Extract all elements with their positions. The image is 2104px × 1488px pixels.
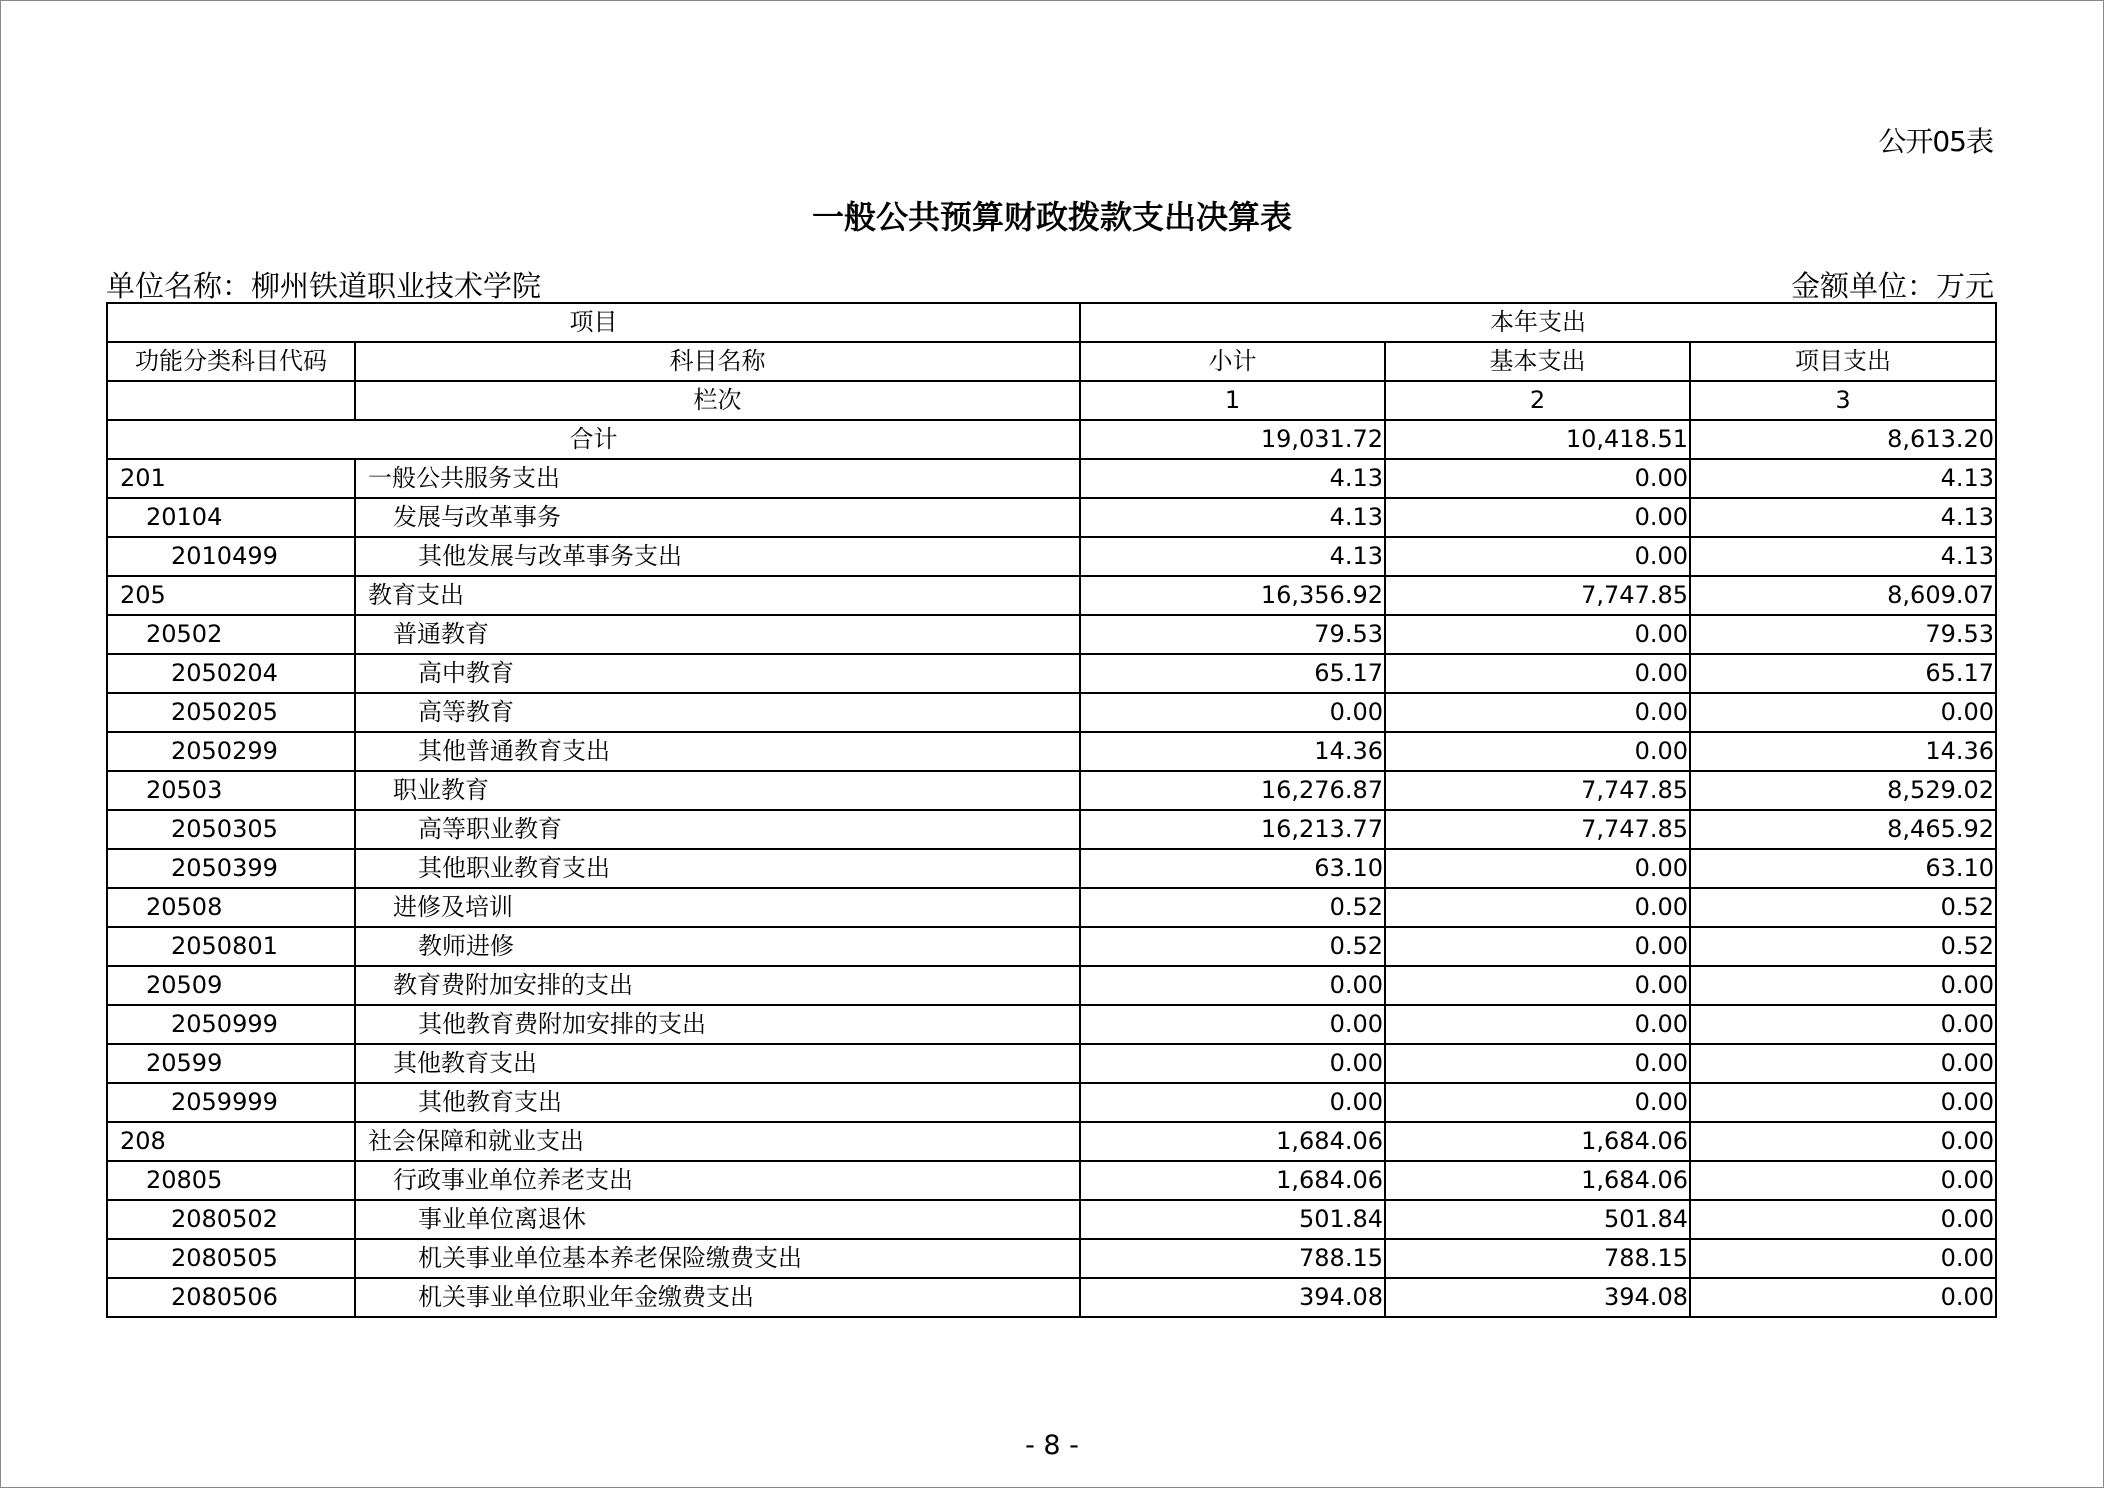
total-project: 8,613.20 — [1690, 420, 1996, 459]
header-item: 项目 — [107, 303, 1080, 342]
table-row — [107, 1239, 1996, 1278]
basic-expense-cell: 788.15 — [1385, 1239, 1690, 1278]
subtotal-cell: 0.00 — [1080, 1044, 1385, 1083]
func-code-cell: 2010499 — [107, 537, 355, 576]
subtotal-cell: 65.17 — [1080, 654, 1385, 693]
subject-name-cell: 进修及培训 — [355, 888, 1080, 927]
project-expense-cell: 63.10 — [1690, 849, 1996, 888]
subtotal-cell: 1,684.06 — [1080, 1122, 1385, 1161]
project-expense-cell: 8,529.02 — [1690, 771, 1996, 810]
table-row — [107, 1161, 1996, 1200]
func-code-cell: 2050205 — [107, 693, 355, 732]
subtotal-cell: 0.00 — [1080, 693, 1385, 732]
subtotal-cell: 16,356.92 — [1080, 576, 1385, 615]
basic-expense-cell: 0.00 — [1385, 615, 1690, 654]
basic-expense-cell: 1,684.06 — [1385, 1122, 1690, 1161]
subject-name-cell: 教育支出 — [355, 576, 1080, 615]
subtotal-cell: 0.00 — [1080, 966, 1385, 1005]
func-code-cell: 2050204 — [107, 654, 355, 693]
table-row — [107, 810, 1996, 849]
project-expense-cell: 0.00 — [1690, 1239, 1996, 1278]
header-col-3: 3 — [1690, 381, 1996, 420]
project-expense-cell: 0.00 — [1690, 966, 1996, 1005]
subject-name-cell: 教师进修 — [355, 927, 1080, 966]
total-basic: 10,418.51 — [1385, 420, 1690, 459]
basic-expense-cell: 1,684.06 — [1385, 1161, 1690, 1200]
func-code-cell: 2059999 — [107, 1083, 355, 1122]
project-expense-cell: 8,465.92 — [1690, 810, 1996, 849]
expense-table — [106, 302, 1997, 1318]
total-label: 合计 — [107, 420, 1080, 459]
table-row — [107, 1083, 1996, 1122]
subject-name-cell: 其他教育支出 — [355, 1044, 1080, 1083]
table-row — [107, 654, 1996, 693]
subject-name-cell: 一般公共服务支出 — [355, 459, 1080, 498]
header-basic-expense: 基本支出 — [1385, 342, 1690, 381]
subtotal-cell: 14.36 — [1080, 732, 1385, 771]
subject-name-cell: 事业单位离退休 — [355, 1200, 1080, 1239]
func-code-cell: 20104 — [107, 498, 355, 537]
func-code-cell: 205 — [107, 576, 355, 615]
project-expense-cell: 4.13 — [1690, 498, 1996, 537]
basic-expense-cell: 501.84 — [1385, 1200, 1690, 1239]
func-code-cell: 2050299 — [107, 732, 355, 771]
basic-expense-cell: 0.00 — [1385, 1083, 1690, 1122]
basic-expense-cell: 0.00 — [1385, 966, 1690, 1005]
subtotal-cell: 79.53 — [1080, 615, 1385, 654]
header-current-year-expense: 本年支出 — [1080, 303, 1996, 342]
subject-name-cell: 高中教育 — [355, 654, 1080, 693]
subject-name-cell: 机关事业单位基本养老保险缴费支出 — [355, 1239, 1080, 1278]
subject-name-cell: 其他发展与改革事务支出 — [355, 537, 1080, 576]
project-expense-cell: 0.52 — [1690, 888, 1996, 927]
basic-expense-cell: 0.00 — [1385, 459, 1690, 498]
subtotal-cell: 788.15 — [1080, 1239, 1385, 1278]
table-row — [107, 537, 1996, 576]
func-code-cell: 20502 — [107, 615, 355, 654]
table-row — [107, 927, 1996, 966]
func-code-cell: 2080505 — [107, 1239, 355, 1278]
project-expense-cell: 0.00 — [1690, 693, 1996, 732]
func-code-cell: 2050399 — [107, 849, 355, 888]
project-expense-cell: 0.00 — [1690, 1044, 1996, 1083]
project-expense-cell: 4.13 — [1690, 537, 1996, 576]
subtotal-cell: 501.84 — [1080, 1200, 1385, 1239]
page-title: 一般公共预算财政拨款支出决算表 — [811, 198, 1292, 236]
subject-name-cell: 发展与改革事务 — [355, 498, 1080, 537]
header-row-2 — [107, 342, 1996, 381]
basic-expense-cell: 0.00 — [1385, 1044, 1690, 1083]
func-code-cell: 20503 — [107, 771, 355, 810]
subject-name-cell: 其他教育支出 — [355, 1083, 1080, 1122]
table-row — [107, 732, 1996, 771]
func-code-cell: 2080506 — [107, 1278, 355, 1317]
basic-expense-cell: 7,747.85 — [1385, 771, 1690, 810]
table-row — [107, 1278, 1996, 1317]
subtotal-cell: 0.00 — [1080, 1005, 1385, 1044]
func-code-cell: 2050801 — [107, 927, 355, 966]
table-row — [107, 1005, 1996, 1044]
func-code-cell: 20599 — [107, 1044, 355, 1083]
header-func-code: 功能分类科目代码 — [107, 342, 355, 381]
table-row — [107, 849, 1996, 888]
project-expense-cell: 0.00 — [1690, 1278, 1996, 1317]
header-col-1: 1 — [1080, 381, 1385, 420]
basic-expense-cell: 0.00 — [1385, 927, 1690, 966]
subject-name-cell: 其他职业教育支出 — [355, 849, 1080, 888]
table-row — [107, 1200, 1996, 1239]
project-expense-cell: 79.53 — [1690, 615, 1996, 654]
subtotal-cell: 4.13 — [1080, 498, 1385, 537]
func-code-cell: 2050999 — [107, 1005, 355, 1044]
project-expense-cell: 14.36 — [1690, 732, 1996, 771]
func-code-cell: 20509 — [107, 966, 355, 1005]
table-row — [107, 888, 1996, 927]
basic-expense-cell: 7,747.85 — [1385, 810, 1690, 849]
subject-name-cell: 职业教育 — [355, 771, 1080, 810]
unit-name: 单位名称：柳州铁道职业技术学院 — [106, 269, 542, 303]
basic-expense-cell: 0.00 — [1385, 888, 1690, 927]
subtotal-cell: 4.13 — [1080, 459, 1385, 498]
project-expense-cell: 0.00 — [1690, 1161, 1996, 1200]
project-expense-cell: 0.00 — [1690, 1083, 1996, 1122]
header-subject-name: 科目名称 — [355, 342, 1080, 381]
func-code-cell: 2080502 — [107, 1200, 355, 1239]
subtotal-cell: 63.10 — [1080, 849, 1385, 888]
project-expense-cell: 0.00 — [1690, 1005, 1996, 1044]
table-row — [107, 693, 1996, 732]
basic-expense-cell: 0.00 — [1385, 1005, 1690, 1044]
header-row-1 — [107, 303, 1996, 342]
subtotal-cell: 4.13 — [1080, 537, 1385, 576]
subtotal-cell: 0.00 — [1080, 1083, 1385, 1122]
table-row — [107, 576, 1996, 615]
subject-name-cell: 社会保障和就业支出 — [355, 1122, 1080, 1161]
subtotal-cell: 0.52 — [1080, 927, 1385, 966]
func-code-cell: 201 — [107, 459, 355, 498]
table-row — [107, 1044, 1996, 1083]
subtotal-cell: 394.08 — [1080, 1278, 1385, 1317]
header-row-3 — [107, 381, 1996, 420]
func-code-cell: 20508 — [107, 888, 355, 927]
subject-name-cell: 高等教育 — [355, 693, 1080, 732]
basic-expense-cell: 394.08 — [1385, 1278, 1690, 1317]
basic-expense-cell: 0.00 — [1385, 849, 1690, 888]
table-row — [107, 966, 1996, 1005]
page-number: - 8 - — [1025, 1430, 1079, 1461]
header-column-index-label: 栏次 — [355, 381, 1080, 420]
table-row — [107, 1122, 1996, 1161]
func-code-cell: 208 — [107, 1122, 355, 1161]
project-expense-cell: 8,609.07 — [1690, 576, 1996, 615]
subject-name-cell: 其他教育费附加安排的支出 — [355, 1005, 1080, 1044]
basic-expense-cell: 0.00 — [1385, 537, 1690, 576]
subject-name-cell: 机关事业单位职业年金缴费支出 — [355, 1278, 1080, 1317]
subtotal-cell: 16,276.87 — [1080, 771, 1385, 810]
subject-name-cell: 教育费附加安排的支出 — [355, 966, 1080, 1005]
project-expense-cell: 4.13 — [1690, 459, 1996, 498]
basic-expense-cell: 0.00 — [1385, 693, 1690, 732]
project-expense-cell: 0.00 — [1690, 1200, 1996, 1239]
subject-name-cell: 其他普通教育支出 — [355, 732, 1080, 771]
subtotal-cell: 16,213.77 — [1080, 810, 1385, 849]
header-empty-cell — [107, 381, 355, 420]
table-row — [107, 498, 1996, 537]
header-subtotal: 小计 — [1080, 342, 1385, 381]
subject-name-cell: 普通教育 — [355, 615, 1080, 654]
basic-expense-cell: 0.00 — [1385, 654, 1690, 693]
project-expense-cell: 0.52 — [1690, 927, 1996, 966]
subtotal-cell: 1,684.06 — [1080, 1161, 1385, 1200]
subject-name-cell: 行政事业单位养老支出 — [355, 1161, 1080, 1200]
total-subtotal: 19,031.72 — [1080, 420, 1385, 459]
project-expense-cell: 65.17 — [1690, 654, 1996, 693]
project-expense-cell: 0.00 — [1690, 1122, 1996, 1161]
header-col-2: 2 — [1385, 381, 1690, 420]
basic-expense-cell: 0.00 — [1385, 732, 1690, 771]
func-code-cell: 20805 — [107, 1161, 355, 1200]
table-row — [107, 771, 1996, 810]
func-code-cell: 2050305 — [107, 810, 355, 849]
amount-unit: 金额单位：万元 — [1790, 269, 1994, 303]
subtotal-cell: 0.52 — [1080, 888, 1385, 927]
table-row — [107, 615, 1996, 654]
subject-name-cell: 高等职业教育 — [355, 810, 1080, 849]
form-code: 公开05表 — [1878, 125, 1993, 158]
total-row — [107, 420, 1996, 459]
basic-expense-cell: 0.00 — [1385, 498, 1690, 537]
basic-expense-cell: 7,747.85 — [1385, 576, 1690, 615]
table-row — [107, 459, 1996, 498]
header-project-expense: 项目支出 — [1690, 342, 1996, 381]
